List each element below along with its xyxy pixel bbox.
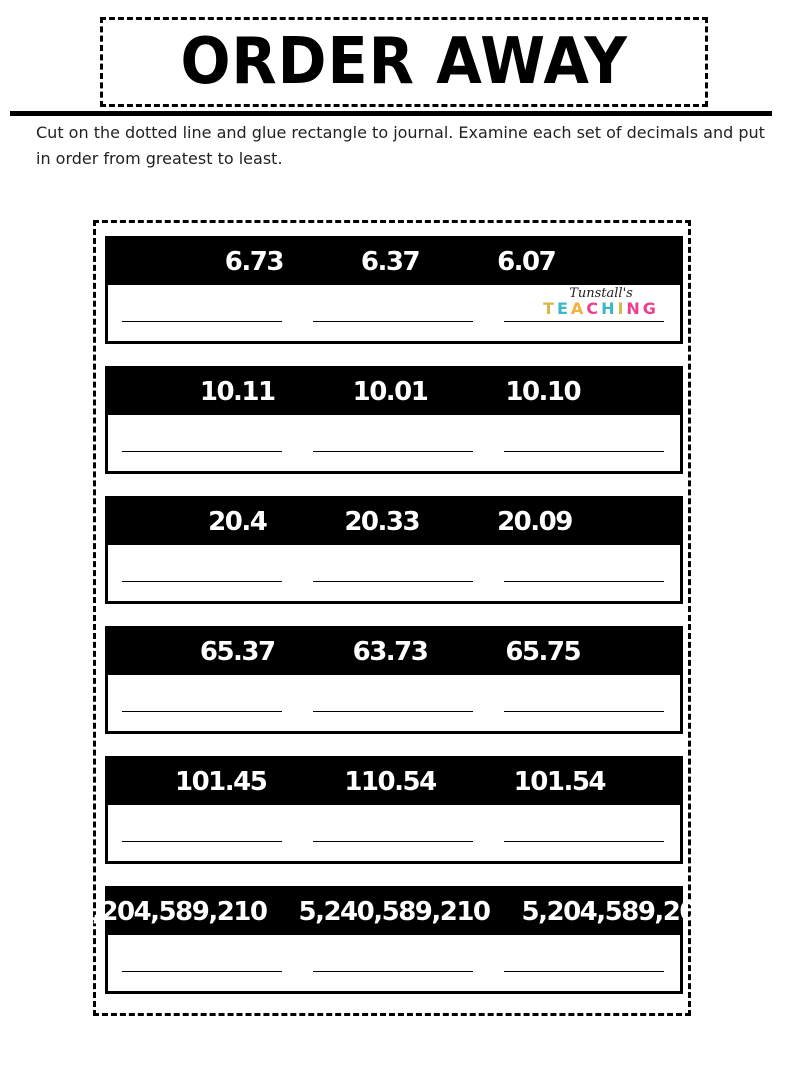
number-value: 10.11 <box>199 377 275 407</box>
number-value: 20.4 <box>208 507 267 537</box>
number-value: 6.73 <box>224 247 283 277</box>
number-value: 10.10 <box>505 377 581 407</box>
answer-blank-line[interactable] <box>313 971 473 972</box>
answer-blank-line[interactable] <box>122 321 282 322</box>
answer-blank-line[interactable] <box>122 971 282 972</box>
answer-blank-line[interactable] <box>313 711 473 712</box>
answer-area <box>108 545 680 601</box>
number-value: 5,240,589,210 <box>298 897 490 927</box>
number-value: 6.07 <box>497 247 556 277</box>
answer-area <box>108 805 680 861</box>
page-title: ORDER AWAY <box>180 25 628 99</box>
answer-blank-line[interactable] <box>122 711 282 712</box>
divider <box>10 111 772 116</box>
number-value: 65.37 <box>199 637 275 667</box>
answer-area <box>108 415 680 471</box>
answer-blank-line[interactable] <box>504 841 664 842</box>
answer-blank-line[interactable] <box>504 321 664 322</box>
title-box <box>100 17 708 107</box>
answer-blank-line[interactable] <box>504 581 664 582</box>
logo-script: Tunstall's <box>569 286 633 301</box>
number-value: 63.73 <box>352 637 428 667</box>
logo-word <box>526 300 676 318</box>
answer-blank-line[interactable] <box>313 841 473 842</box>
decimal-set-card <box>105 496 683 604</box>
decimal-set-card <box>105 756 683 864</box>
numbers-header <box>108 499 680 545</box>
answer-blank-line[interactable] <box>313 321 473 322</box>
number-value: 110.54 <box>344 767 436 797</box>
numbers-header <box>108 369 680 415</box>
decimal-set-card <box>105 626 683 734</box>
number-value: 5,204,589,201 <box>521 897 713 927</box>
logo-letter: N <box>626 299 643 318</box>
logo-letter: C <box>586 299 602 318</box>
numbers-header <box>108 239 680 285</box>
numbers-header <box>108 759 680 805</box>
number-value: 20.33 <box>344 507 420 537</box>
answer-area <box>108 675 680 731</box>
answer-blank-line[interactable] <box>504 451 664 452</box>
decimal-set-card <box>105 366 683 474</box>
answer-blank-line[interactable] <box>504 971 664 972</box>
answer-blank-line[interactable] <box>122 451 282 452</box>
answer-blank-line[interactable] <box>122 841 282 842</box>
answer-blank-line[interactable] <box>504 711 664 712</box>
number-value: 101.45 <box>174 767 267 797</box>
number-value: 101.54 <box>513 767 606 797</box>
numbers-header <box>108 629 680 675</box>
number-value: 6.37 <box>360 247 420 277</box>
number-value: 20.09 <box>497 507 572 537</box>
logo-letter: H <box>601 299 618 318</box>
logo-letter: A <box>570 299 587 318</box>
answer-area <box>108 935 680 991</box>
tunstalls-teaching-logo <box>526 287 676 318</box>
answer-blank-line[interactable] <box>122 581 282 582</box>
logo-letter: T <box>543 299 557 318</box>
logo-letter: G <box>642 299 659 318</box>
numbers-header <box>75 889 713 935</box>
logo-letter: E <box>556 299 571 318</box>
answer-blank-line[interactable] <box>313 451 473 452</box>
logo-letter: I <box>617 299 627 318</box>
answer-area <box>108 285 680 341</box>
instructions: Cut on the dotted line and glue rectangle to journal. Examine each set of decimals and put in order from greatest to least. <box>36 123 765 168</box>
answer-blank-line[interactable] <box>313 581 473 582</box>
number-value: 5,204,589,210 <box>75 897 267 927</box>
decimal-set-card <box>75 886 713 994</box>
decimal-set-card <box>105 236 683 344</box>
number-value: 10.01 <box>352 377 428 407</box>
number-value: 65.75 <box>505 637 581 667</box>
